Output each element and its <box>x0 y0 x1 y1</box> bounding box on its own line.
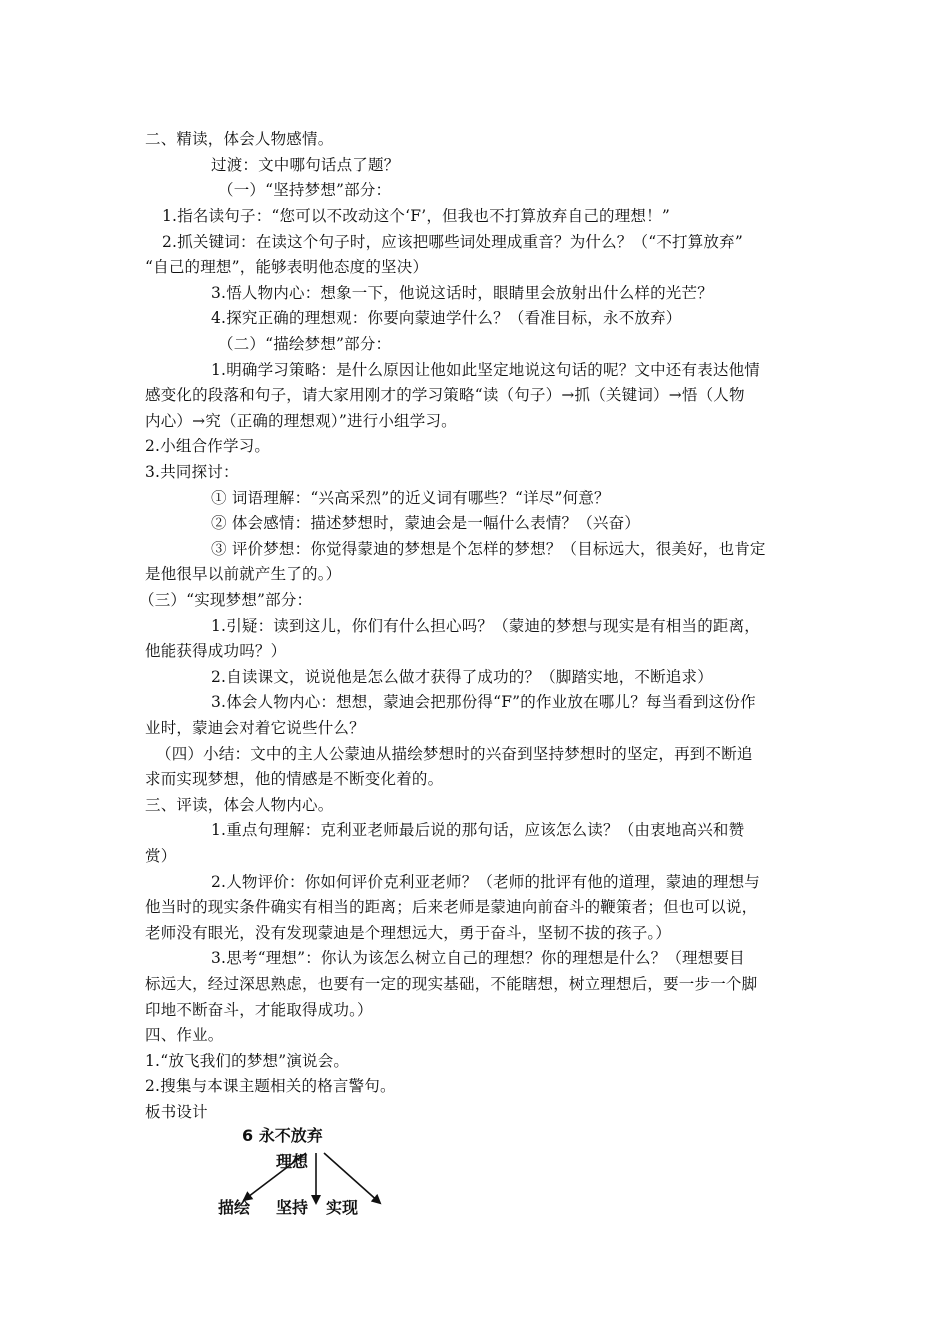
part-1-item-4: 4.探究正确的理想观：你要向蒙迪学什么？（看准目标，永不放弃） <box>211 309 682 327</box>
section-heading-3: 三、评读，体会人物内心。 <box>145 796 334 814</box>
board-label-middle: 坚持 <box>276 1198 309 1217</box>
discussion-3-cont: 是他很早以前就产生了的。） <box>145 565 342 583</box>
section-heading-4: 四、作业。 <box>145 1026 224 1044</box>
part-1-item-2: 2.抓关键词：在读这个句子时，应该把哪些词处理成重音？为什么？（“不打算放弃” <box>162 233 743 251</box>
summary-cont: 求而实现梦想，他的情感是不断变化着的。 <box>145 770 444 788</box>
part-2-item-1-cont2: 内心）→究（正确的理想观）”进行小组学习。 <box>145 412 457 430</box>
part-3-item-3-cont: 业时，蒙迪会对着它说些什么？ <box>145 719 365 737</box>
part-1-item-1: 1.指名读句子：“您可以不改动这个‘F’，但我也不打算放弃自己的理想！” <box>162 207 670 225</box>
transition-line: 过渡：文中哪句话点了题？ <box>211 156 400 174</box>
discussion-1: ① 词语理解：“兴高采烈”的近义词有哪些？“详尽”何意？ <box>211 489 610 507</box>
board-label-left: 描绘 <box>218 1198 251 1217</box>
homework-1: 1.“放飞我们的梦想”演说会。 <box>145 1052 350 1070</box>
part-3-item-2: 2.自读课文，说说他是怎么做才获得了成功的？（脚踏实地，不断追求） <box>211 668 713 686</box>
homework-2: 2.搜集与本课主题相关的格言警句。 <box>145 1077 396 1095</box>
section-3-item-3-cont: 标远大，经过深思熟虑，也要有一定的现实基础，不能瞎想，树立理想后，要一步一个脚 <box>145 975 758 993</box>
section-3-item-3: 3.思考“理想”：你认为该怎么树立自己的理想？你的理想是什么？（理想要目 <box>211 949 745 967</box>
part-2-heading: （二）“描绘梦想”部分： <box>218 335 392 353</box>
part-2-item-1: 1.明确学习策略：是什么原因让他如此坚定地说这句话的呢？文中还有表达他情 <box>211 361 760 379</box>
discussion-2: ② 体会感情：描述梦想时，蒙迪会是一幅什么表情？（兴奋） <box>211 514 641 532</box>
board-title: 6 永不放弃 <box>242 1126 323 1145</box>
summary: （四）小结：文中的主人公蒙迪从描绘梦想时的兴奋到坚持梦想时的坚定，再到不断追 <box>156 745 753 763</box>
section-3-item-2-cont2: 老师没有眼光，没有发现蒙迪是个理想远大，勇于奋斗，坚韧不拔的孩子。） <box>145 924 672 942</box>
section-heading-2: 二、精读，体会人物感情。 <box>145 130 334 148</box>
section-3-item-2: 2.人物评价：你如何评价克利亚老师？（老师的批评有他的道理，蒙迪的理想与 <box>211 873 760 891</box>
part-2-item-1-cont: 感变化的段落和句子，请大家用刚才的学习策略“读（句子）→抓（关键词）→悟（人物 <box>145 386 745 404</box>
board-design-label: 板书设计 <box>145 1103 208 1121</box>
part-2-item-3: 3.共同探讨： <box>145 463 239 481</box>
part-1-item-2-cont: “自己的理想”，能够表明他态度的坚决） <box>145 258 429 276</box>
section-3-item-1-cont: 赏） <box>145 847 177 865</box>
part-1-item-3: 3.悟人物内心：想象一下，他说这话时，眼睛里会放射出什么样的光芒？ <box>211 284 713 302</box>
part-3-heading: （三）“实现梦想”部分： <box>139 591 313 609</box>
section-3-item-1: 1.重点句理解：克利亚老师最后说的那句话，应该怎么读？（由衷地高兴和赞 <box>211 821 745 839</box>
part-3-item-3: 3.体会人物内心：想想，蒙迪会把那份得“F”的作业放在哪儿？每当看到这份作 <box>211 693 756 711</box>
section-3-item-2-cont: 他当时的现实条件确实有相当的距离；后来老师是蒙迪向前奋斗的鞭策者；但也可以说， <box>145 898 758 916</box>
arrow-left <box>244 1152 309 1200</box>
part-3-item-1-cont: 他能获得成功吗？） <box>145 642 287 660</box>
section-3-item-3-cont2: 印地不断奋斗，才能取得成功。） <box>145 1001 373 1019</box>
part-3-item-1: 1.引疑：读到这儿，你们有什么担心吗？（蒙迪的梦想与现实是有相当的距离， <box>211 617 760 635</box>
part-1-heading: （一）“坚持梦想”部分： <box>218 181 392 199</box>
arrow-right <box>324 1153 380 1203</box>
board-label-right: 实现 <box>326 1198 359 1217</box>
part-2-item-2: 2.小组合作学习。 <box>145 437 271 455</box>
board-center-word: 理想 <box>276 1152 309 1171</box>
discussion-3: ③ 评价梦想：你觉得蒙迪的梦想是个怎样的梦想？（目标远大，很美好，也肯定 <box>211 540 766 558</box>
